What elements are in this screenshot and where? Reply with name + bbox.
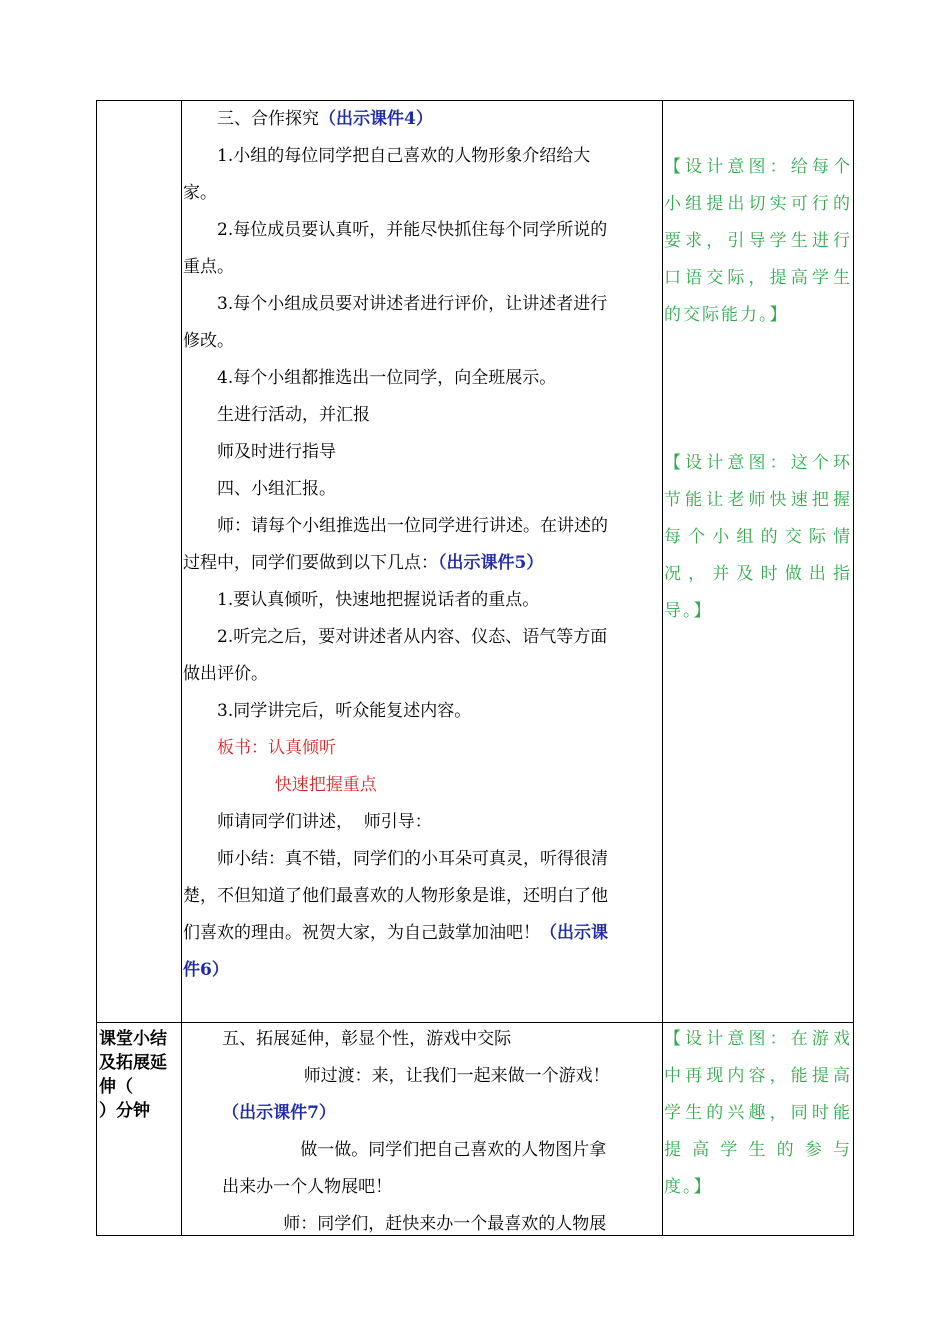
main-line: 2.听完之后，要对讲述者从内容、仪态、语气等方面	[217, 627, 608, 647]
note-line: 【设计意图：在游戏	[664, 1029, 852, 1049]
main-line: 四、小组汇报。	[217, 479, 336, 499]
main-line: 过程中，同学们要做到以下几点：（出示课件5）	[183, 553, 544, 573]
main-line: 3.同学讲完后，听众能复述内容。	[217, 701, 472, 721]
row1-note-2	[664, 445, 852, 630]
row2-main-cell	[183, 1021, 661, 1243]
note-line: 口语交际，提高学生	[664, 268, 852, 288]
section-label-line: 及拓展延	[99, 1053, 167, 1073]
main-line: 修改。	[183, 331, 234, 351]
note-line: 节能让老师快速把握	[664, 490, 852, 510]
main-line: 1.小组的每位同学把自己喜欢的人物形象介绍给大	[217, 146, 591, 166]
note-line: 中再现内容，能提高	[664, 1066, 852, 1086]
main-line: 重点。	[183, 257, 234, 277]
main-line: 楚，不但知道了他们最喜欢的人物形象是谁，还明白了他	[183, 886, 608, 906]
main-line: 师小结：真不错，同学们的小耳朵可真灵，听得很清	[217, 849, 608, 869]
column-divider-2	[662, 101, 663, 1235]
main-line: 出来办一个人物展吧！	[222, 1177, 393, 1197]
main-line: 3.每个小组成员要对讲述者进行评价，让讲述者进行	[217, 294, 608, 314]
section-label-line: ）分钟	[99, 1101, 150, 1121]
note-line: 小组提出切实可行的	[664, 194, 852, 214]
main-line: 2.每位成员要认真听，并能尽快抓住每个同学所说的	[217, 220, 608, 240]
main-line: 们喜欢的理由。祝贺大家，为自己鼓掌加油吧！（出示课	[183, 923, 608, 943]
main-line: 师过渡：来，让我们一起来做一个游戏！	[303, 1066, 610, 1086]
note-line: 要求，引导学生进行	[664, 231, 852, 251]
row2-note	[664, 1021, 852, 1206]
main-line: 三、合作探究（出示课件4）	[217, 109, 433, 129]
column-divider-1	[181, 101, 182, 1235]
main-line: 师：请每个小组推选出一位同学进行讲述。在讲述的	[217, 516, 608, 536]
lesson-plan-table	[96, 100, 854, 1236]
note-line: 提高学生的参与	[664, 1140, 852, 1160]
note-line: 【设计意图：这个环	[664, 453, 852, 473]
note-line: 况，并及时做出指	[664, 564, 852, 584]
main-line: （出示课件7）	[222, 1103, 336, 1123]
note-line: 的交际能力。】	[664, 305, 789, 325]
note-line: 度。】	[664, 1177, 713, 1197]
row2-section-label	[99, 1027, 181, 1123]
section-label-line: 伸（	[99, 1077, 133, 1097]
main-line: 家。	[183, 183, 217, 203]
main-line: 1.要认真倾听，快速地把握说话者的重点。	[217, 590, 540, 610]
row1-note-1	[664, 149, 852, 334]
main-line: 4.每个小组都推选出一位同学，向全班展示。	[217, 368, 557, 388]
board-writing-line2: 快速把握重点	[274, 775, 377, 795]
note-line: 学生的兴趣，同时能	[664, 1103, 852, 1123]
main-line: 师及时进行指导	[217, 442, 336, 462]
row1-main-cell	[183, 101, 661, 989]
main-line: 师请同学们讲述， 师引导：	[217, 812, 432, 832]
main-line: 师：同学们，赶快来办一个最喜欢的人物展	[283, 1214, 607, 1234]
section-label-line: 课堂小结	[99, 1029, 167, 1049]
main-line: 件6）	[183, 960, 229, 980]
main-line: 做一做。同学们把自己喜欢的人物图片拿	[300, 1140, 607, 1160]
board-writing-line1: 板书：认真倾听	[217, 738, 336, 758]
main-line: 五、拓展延伸，彰显个性，游戏中交际	[222, 1029, 512, 1049]
main-line: 做出评价。	[183, 664, 268, 684]
note-line: 【设计意图：给每个	[664, 157, 852, 177]
note-line: 每个小组的交际情	[664, 527, 852, 547]
note-line: 导。】	[664, 601, 713, 621]
main-line: 生进行活动，并汇报	[217, 405, 370, 425]
